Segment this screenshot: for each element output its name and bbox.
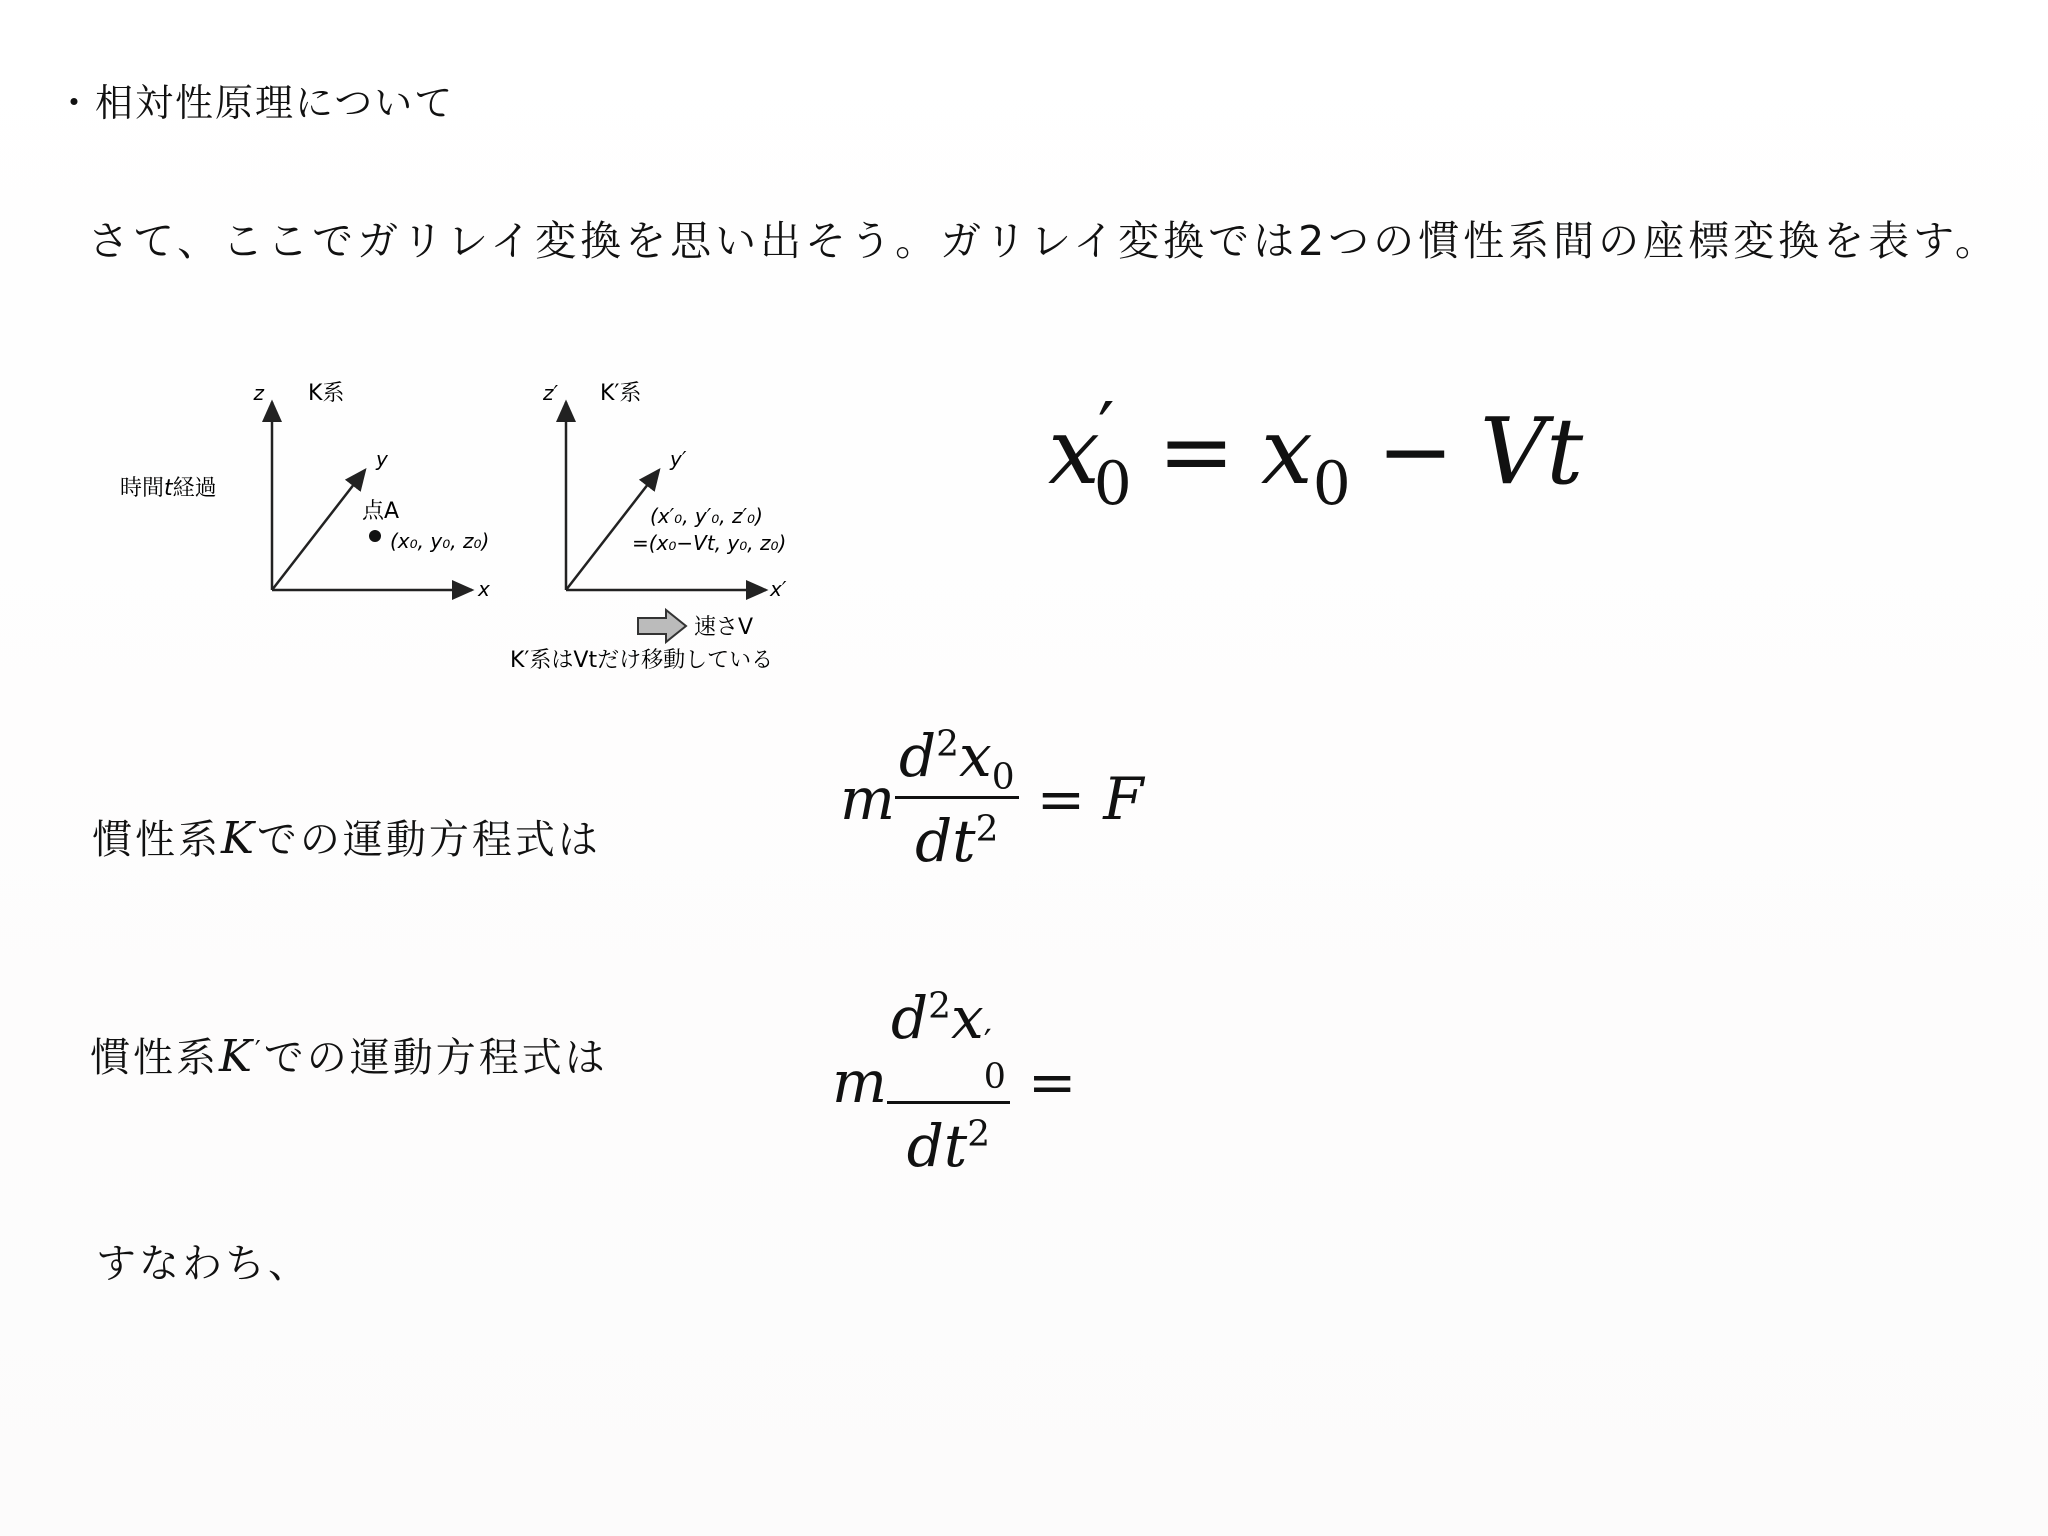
k-x-label: x: [478, 577, 490, 601]
figure-caption: K′系はVtだけ移動している: [510, 648, 774, 673]
eq-kprime-label: 慣性系K′での運動方程式は: [90, 1031, 608, 1082]
intro-paragraph: さて、ここでガリレイ変換を思い出そう。ガリレイ変換では2つの慣性系間の座標変換を表す。: [88, 217, 2000, 265]
frame-k: [120, 381, 490, 601]
k-y-axis: [272, 470, 365, 590]
eq-minus-sign: −: [1376, 398, 1454, 505]
k-y-label: y: [376, 447, 388, 471]
eq-kprime-formula: [832, 984, 1094, 1180]
point-a-label: 点A: [362, 499, 400, 524]
galilean-diagram: [110, 370, 830, 690]
eq-rhs-x0: $x_0$: [1260, 398, 1351, 519]
conclusion-text: すなわち、: [96, 1241, 311, 1287]
eq-lhs: $x'_0$: [1048, 388, 1132, 519]
kp-coords-line1: (x′₀, y′₀, z′₀): [650, 504, 763, 528]
velocity-arrow-icon: [638, 610, 686, 642]
eq-k-fraction: [895, 722, 1019, 875]
eq-rhs-vt: Vt: [1479, 398, 1584, 505]
velocity-label: 速さV: [694, 615, 754, 640]
eq-k-equals: =: [1036, 764, 1086, 833]
eq-kprime-mass: m: [832, 1048, 887, 1117]
eq-equals-sign: =: [1157, 398, 1235, 505]
k-z-label: z: [253, 381, 264, 405]
eq-k-rhs: F: [1103, 764, 1144, 833]
eq-k-numerator: $d^2x_0$: [895, 722, 1019, 799]
transform-equation: [1048, 388, 1584, 519]
frame-k-prime: [510, 381, 787, 673]
point-a-coords: (x₀, y₀, z₀): [390, 529, 490, 553]
kp-z-label: z′: [542, 381, 558, 405]
kp-y-label: y′: [670, 447, 687, 471]
time-elapsed-label: 時間t経過: [120, 476, 217, 501]
kp-frame-label: K′系: [600, 381, 642, 406]
eq-k-denominator: $dt^2$: [915, 807, 999, 875]
k-frame-label: K系: [308, 381, 345, 406]
eq-k-mass: m: [840, 764, 895, 833]
eq-k-label: 慣性系Kでの運動方程式は: [92, 813, 601, 864]
kp-coords-line2: =(x₀−Vt, y₀, z₀): [632, 531, 787, 555]
eq-kprime-fraction: [887, 984, 1010, 1180]
kp-x-label: x′: [770, 577, 787, 601]
eq-kprime-denominator: $dt^2$: [906, 1112, 991, 1181]
point-a-dot: [369, 530, 381, 542]
eq-kprime-equals: =: [1027, 1048, 1077, 1117]
section-heading: ・相対性原理について: [55, 81, 455, 125]
kp-y-axis: [566, 470, 659, 590]
eq-kprime-numerator: $d^2x$ ′ 0: [887, 984, 1010, 1104]
eq-k-formula: [840, 722, 1143, 875]
